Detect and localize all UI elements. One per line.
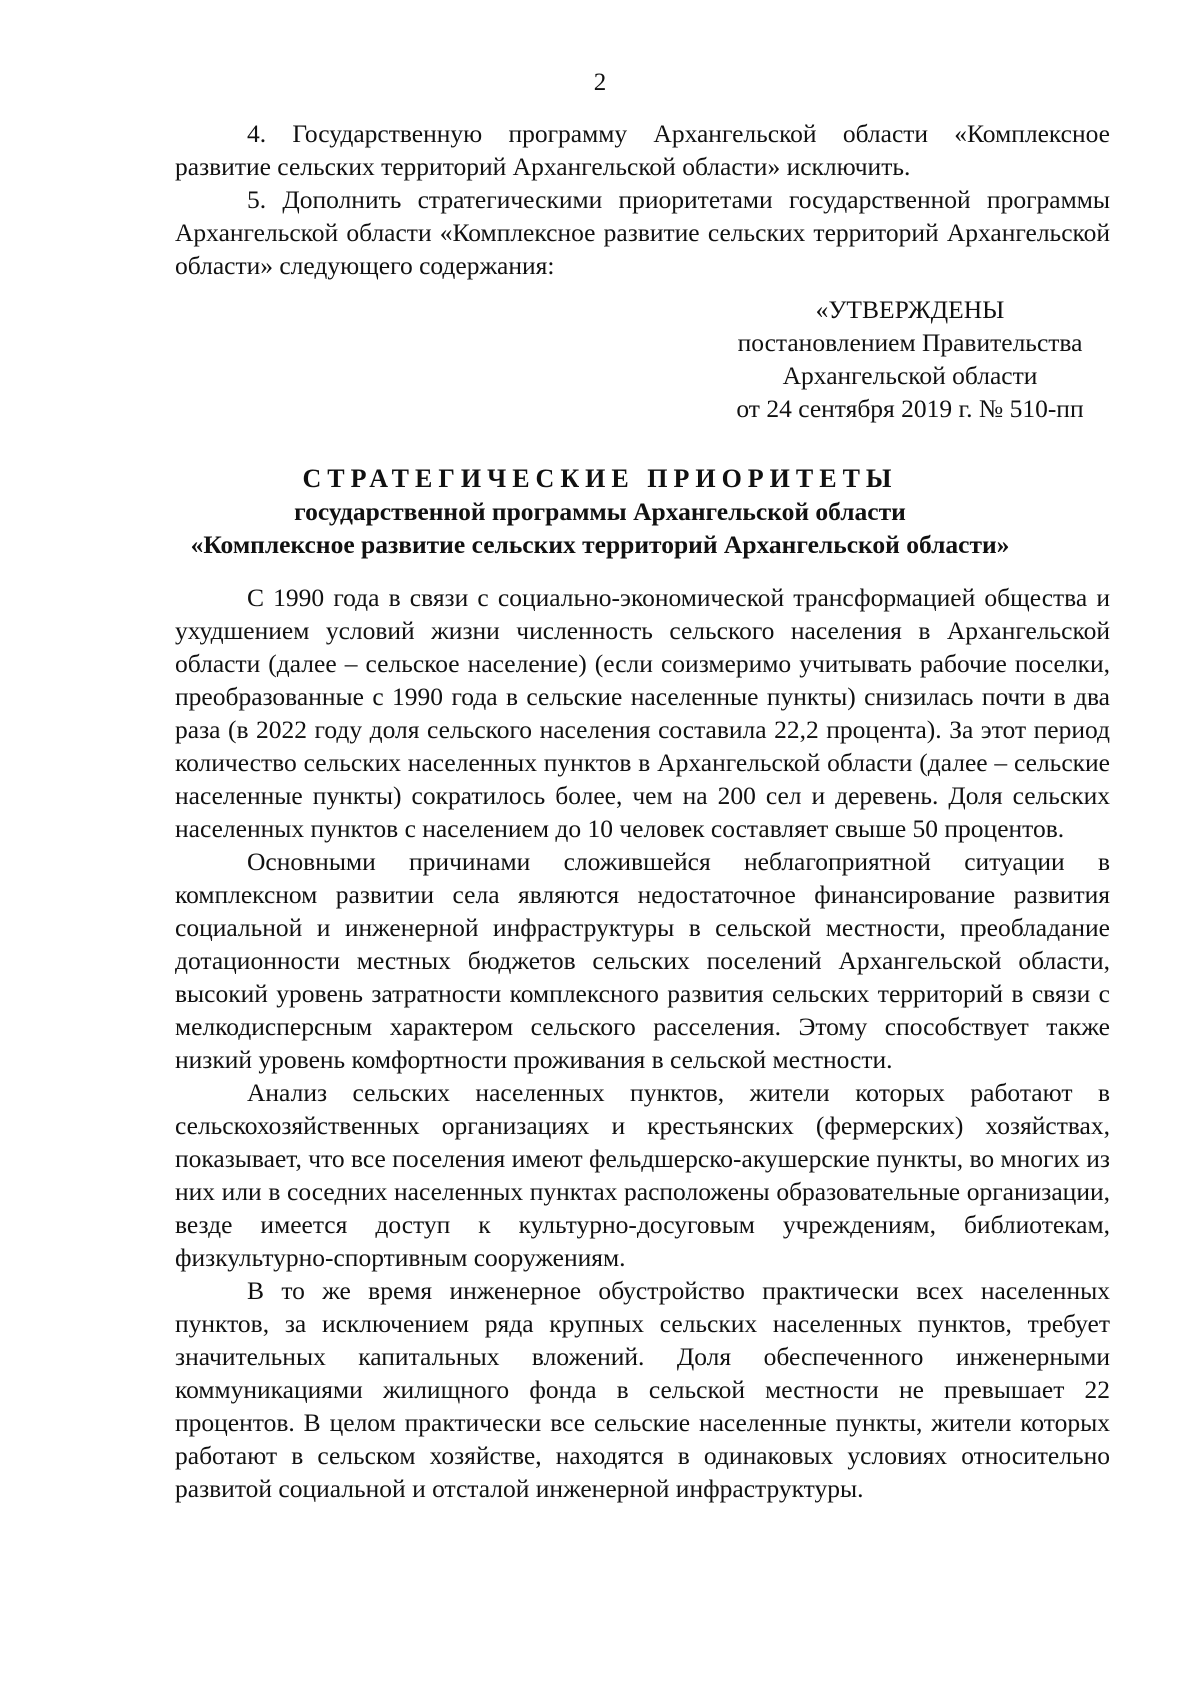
heading-subtitle: государственной программы Архангельской области xyxy=(294,497,906,526)
intro-section xyxy=(175,117,1110,282)
paragraph-item-4: 4. Государственную программу Архангельской области «Комплексное развитие сельских территорий Архангельской области» исключить. xyxy=(175,119,1110,181)
body-paragraph: С 1990 года в связи с социально-экономической трансформацией общества и ухудшением условий жизни численность сельского населения в Архангельской области (далее – сельское население) (если соизмеримо учитывать рабочие поселки, преобразованные с 1990 года в сельские населенные пункты) снизилась почти в два раза (в 2022 году доля сельского населения составила 22,2 процента). За этот период количество сельских населенных пунктов в Архангельской области (далее – сельские населенные пункты) сократилось более, чем на 200 сел и деревень. Доля сельских населенных пунктов с населением до 10 человек составляет свыше 50 процентов. xyxy=(175,583,1110,843)
approval-line: Архангельской области xyxy=(782,361,1038,390)
main-body xyxy=(175,581,1110,1505)
body-paragraph: Основными причинами сложившейся неблагоприятной ситуации в комплексном развитии села являются недостаточное финансирование развития социальной и инженерной инфраструктуры в сельской местности, преобладание дотационности местных бюджетов сельских поселений Архангельской области, высокий уровень затратности комплексного развития сельских территорий в связи с мелкодисперсным характером сельского расселения. Этому способствует также низкий уровень комфортности проживания в сельской местности. xyxy=(175,847,1110,1074)
heading-subtitle: «Комплексное развитие сельских территорий Архангельской области» xyxy=(190,530,1010,559)
section-heading xyxy=(150,462,1050,561)
heading-title: СТРАТЕГИЧЕСКИЕ ПРИОРИТЕТЫ xyxy=(302,464,898,493)
approval-line: от 24 сентября 2019 г. № 510-пп xyxy=(736,394,1084,423)
body-paragraph: В то же время инженерное обустройство практически всех населенных пунктов, за исключением ряда крупных сельских населенных пунктов, требует значительных капитальных вложений. Доля обеспеченного инженерными коммуникациями жилищного фонда в сельской местности не превышает 22 процентов. В целом практически все сельские населенные пункты, жители которых работают в сельском хозяйстве, находятся в одинаковых условиях относительно развитой социальной и отсталой инженерной инфраструктуры. xyxy=(175,1276,1110,1503)
approval-line: «УТВЕРЖДЕНЫ xyxy=(815,295,1005,324)
approval-line: постановлением Правительства xyxy=(737,328,1083,357)
paragraph-item-5: 5. Дополнить стратегическими приоритетами государственной программы Архангельской области «Комплексное развитие сельских территорий Архангельской области» следующего содержания: xyxy=(175,185,1110,280)
page-number: 2 xyxy=(593,69,607,96)
body-paragraph: Анализ сельских населенных пунктов, жители которых работают в сельскохозяйственных организациях и крестьянских (фермерских) хозяйствах, показывает, что все поселения имеют фельдшерско-акушерские пункты, во многих из них или в соседних населенных пунктах расположены образовательные организации, везде имеется доступ к культурно-досуговым учреждениям, библиотекам, физкультурно-спортивным сооружениям. xyxy=(175,1078,1110,1272)
approval-stamp-block xyxy=(690,293,1130,425)
